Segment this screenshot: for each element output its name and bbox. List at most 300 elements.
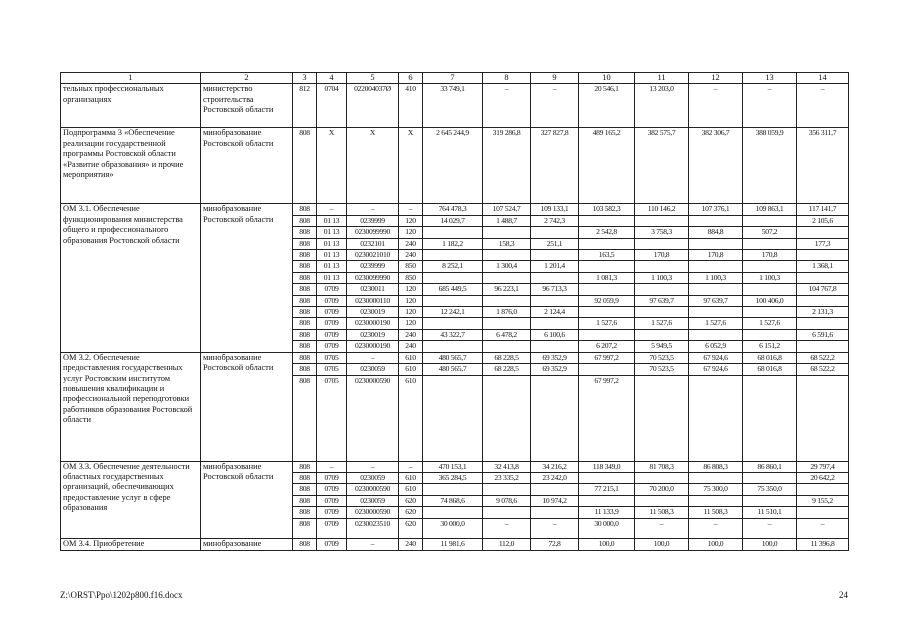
value-cell-c7 bbox=[423, 250, 483, 261]
value-cell-c3: 808 bbox=[293, 284, 317, 295]
value-cell-c5: 022004037Ø bbox=[347, 84, 399, 128]
value-cell-c10: 67 997,2 bbox=[579, 375, 635, 461]
value-cell-c3: 808 bbox=[293, 215, 317, 226]
column-number: 3 bbox=[293, 73, 317, 84]
value-cell-c12 bbox=[689, 261, 743, 272]
column-number: 7 bbox=[423, 73, 483, 84]
value-cell-c5: 0230021010 bbox=[347, 250, 399, 261]
value-cell-c5: 0230000590 bbox=[347, 375, 399, 461]
value-cell-c12 bbox=[689, 472, 743, 483]
value-cell-c7: 74 868,6 bbox=[423, 495, 483, 506]
value-cell-c14: 117 141,7 bbox=[797, 204, 849, 215]
value-cell-c12: 382 306,7 bbox=[689, 128, 743, 204]
value-cell-c11: 70 523,5 bbox=[635, 364, 689, 375]
value-cell-c13: 75 350,0 bbox=[743, 484, 797, 495]
value-cell-c12: 86 808,3 bbox=[689, 461, 743, 472]
value-cell-c10: 6 207,2 bbox=[579, 341, 635, 352]
value-cell-c11 bbox=[635, 215, 689, 226]
value-cell-c10: 30 000,0 bbox=[579, 518, 635, 539]
value-cell-c10: 1 527,6 bbox=[579, 318, 635, 329]
value-cell-c3: 808 bbox=[293, 461, 317, 472]
value-cell-c10 bbox=[579, 261, 635, 272]
value-cell-c3: 808 bbox=[293, 227, 317, 238]
value-cell-c7: 1 182,2 bbox=[423, 238, 483, 249]
value-cell-c8: 68 228,5 bbox=[483, 364, 531, 375]
value-cell-c6: 240 bbox=[399, 238, 423, 249]
value-cell-c14 bbox=[797, 250, 849, 261]
value-cell-c8 bbox=[483, 507, 531, 518]
value-cell-c6: 610 bbox=[399, 364, 423, 375]
column-number: 9 bbox=[531, 73, 579, 84]
value-cell-c6: 610 bbox=[399, 375, 423, 461]
value-cell-c4: 0709 bbox=[317, 307, 347, 318]
value-cell-c10 bbox=[579, 472, 635, 483]
value-cell-c13 bbox=[743, 215, 797, 226]
value-cell-c5: – bbox=[347, 539, 399, 550]
column-number: 13 bbox=[743, 73, 797, 84]
value-cell-c10: 1 081,3 bbox=[579, 272, 635, 283]
value-cell-c13 bbox=[743, 307, 797, 318]
value-cell-c5: – bbox=[347, 204, 399, 215]
value-cell-c5: 0230000590 bbox=[347, 484, 399, 495]
value-cell-c14: 2 105,6 bbox=[797, 215, 849, 226]
value-cell-c11 bbox=[635, 329, 689, 340]
value-cell-c8 bbox=[483, 375, 531, 461]
value-cell-c4: 01 13 bbox=[317, 261, 347, 272]
value-cell-c5: – bbox=[347, 352, 399, 363]
program-name-cell: ОМ 3.4. Приобретение bbox=[61, 539, 201, 550]
value-cell-c11 bbox=[635, 307, 689, 318]
value-cell-c8: 6 478,2 bbox=[483, 329, 531, 340]
value-cell-c5: – bbox=[347, 461, 399, 472]
value-cell-c4: 01 13 bbox=[317, 250, 347, 261]
value-cell-c8 bbox=[483, 227, 531, 238]
value-cell-c8: 32 413,8 bbox=[483, 461, 531, 472]
program-name-cell: Подпрограмма 3 «Обеспечение реализации государственной программы Ростовской области «Развитие образования» и прочие мероприятия» bbox=[61, 128, 201, 204]
value-cell-c5: 0230011 bbox=[347, 284, 399, 295]
value-cell-c12: 170,8 bbox=[689, 250, 743, 261]
value-cell-c14: 68 522,2 bbox=[797, 364, 849, 375]
value-cell-c8: 112,0 bbox=[483, 539, 531, 550]
value-cell-c9: 2 742,3 bbox=[531, 215, 579, 226]
value-cell-c13: 507,2 bbox=[743, 227, 797, 238]
value-cell-c4: 0709 bbox=[317, 329, 347, 340]
value-cell-c7: 43 322,7 bbox=[423, 329, 483, 340]
column-number: 8 bbox=[483, 73, 531, 84]
value-cell-c6: 240 bbox=[399, 250, 423, 261]
value-cell-c10 bbox=[579, 238, 635, 249]
value-cell-c11 bbox=[635, 284, 689, 295]
value-cell-c5: 0230019 bbox=[347, 307, 399, 318]
value-cell-c10: 67 997,2 bbox=[579, 352, 635, 363]
value-cell-c8: 68 228,5 bbox=[483, 352, 531, 363]
value-cell-c14: 20 642,2 bbox=[797, 472, 849, 483]
value-cell-c3: 808 bbox=[293, 307, 317, 318]
value-cell-c7: 8 252,1 bbox=[423, 261, 483, 272]
value-cell-c4: 01 13 bbox=[317, 227, 347, 238]
value-cell-c8 bbox=[483, 318, 531, 329]
value-cell-c8: – bbox=[483, 518, 531, 539]
value-cell-c14: 104 767,8 bbox=[797, 284, 849, 295]
value-cell-c13 bbox=[743, 238, 797, 249]
value-cell-c14: 2 131,3 bbox=[797, 307, 849, 318]
value-cell-c9 bbox=[531, 341, 579, 352]
value-cell-c10: 2 542,8 bbox=[579, 227, 635, 238]
value-cell-c3: 808 bbox=[293, 341, 317, 352]
value-cell-c7: 480 565,7 bbox=[423, 364, 483, 375]
value-cell-c13 bbox=[743, 375, 797, 461]
value-cell-c8 bbox=[483, 341, 531, 352]
value-cell-c13: 1 100,3 bbox=[743, 272, 797, 283]
executor-cell: минобразование Ростовской области bbox=[201, 461, 293, 539]
value-cell-c3: 808 bbox=[293, 128, 317, 204]
value-cell-c5: 0230023510 bbox=[347, 518, 399, 539]
table-row bbox=[61, 204, 849, 215]
value-cell-c6: 240 bbox=[399, 329, 423, 340]
table-row bbox=[61, 84, 849, 128]
table-row bbox=[61, 539, 849, 550]
value-cell-c11: 70 523,5 bbox=[635, 352, 689, 363]
value-cell-c10: 92 059,9 bbox=[579, 295, 635, 306]
value-cell-c10 bbox=[579, 284, 635, 295]
value-cell-c4: – bbox=[317, 461, 347, 472]
value-cell-c11: 97 639,7 bbox=[635, 295, 689, 306]
value-cell-c6: 120 bbox=[399, 215, 423, 226]
column-number: 1 bbox=[61, 73, 201, 84]
column-number: 11 bbox=[635, 73, 689, 84]
value-cell-c14 bbox=[797, 227, 849, 238]
value-cell-c9 bbox=[531, 295, 579, 306]
value-cell-c12: – bbox=[689, 84, 743, 128]
value-cell-c12 bbox=[689, 215, 743, 226]
value-cell-c5: 0230059 bbox=[347, 364, 399, 375]
value-cell-c9: 251,1 bbox=[531, 238, 579, 249]
value-cell-c14: – bbox=[797, 518, 849, 539]
value-cell-c14 bbox=[797, 341, 849, 352]
value-cell-c11 bbox=[635, 375, 689, 461]
program-name-cell: тельных профессиональных организациях bbox=[61, 84, 201, 128]
value-cell-c11: 170,8 bbox=[635, 250, 689, 261]
budget-table bbox=[60, 72, 849, 551]
value-cell-c11 bbox=[635, 261, 689, 272]
value-cell-c4: 0704 bbox=[317, 84, 347, 128]
value-cell-c14 bbox=[797, 484, 849, 495]
value-cell-c6: – bbox=[399, 204, 423, 215]
value-cell-c13 bbox=[743, 495, 797, 506]
value-cell-c12: 67 924,6 bbox=[689, 364, 743, 375]
value-cell-c12: 100,0 bbox=[689, 539, 743, 550]
value-cell-c3: 808 bbox=[293, 318, 317, 329]
value-cell-c4: 0709 bbox=[317, 341, 347, 352]
column-number: 10 bbox=[579, 73, 635, 84]
table-body bbox=[61, 73, 849, 551]
value-cell-c6: 610 bbox=[399, 484, 423, 495]
column-number: 14 bbox=[797, 73, 849, 84]
value-cell-c5: 0230059 bbox=[347, 472, 399, 483]
value-cell-c8: 23 335,2 bbox=[483, 472, 531, 483]
value-cell-c11: 81 708,3 bbox=[635, 461, 689, 472]
program-name-cell: ОМ 3.2. Обеспечение предоставления государственных услуг Ростовским институтом повышения квалификации и профессиональной переподготовки работников образования Ростовской области bbox=[61, 352, 201, 461]
value-cell-c8 bbox=[483, 295, 531, 306]
value-cell-c3: 808 bbox=[293, 329, 317, 340]
value-cell-c14: 11 396,8 bbox=[797, 539, 849, 550]
value-cell-c7: 764 478,3 bbox=[423, 204, 483, 215]
value-cell-c6: 120 bbox=[399, 227, 423, 238]
value-cell-c8 bbox=[483, 250, 531, 261]
value-cell-c8: 1 488,7 bbox=[483, 215, 531, 226]
value-cell-c4: Х bbox=[317, 128, 347, 204]
value-cell-c14 bbox=[797, 375, 849, 461]
program-name-cell: ОМ 3.1. Обеспечение функционирования министерства общего и профессионального образования Ростовской области bbox=[61, 204, 201, 352]
value-cell-c13: 100 406,0 bbox=[743, 295, 797, 306]
value-cell-c6: 240 bbox=[399, 539, 423, 550]
column-number: 4 bbox=[317, 73, 347, 84]
value-cell-c14: 6 591,6 bbox=[797, 329, 849, 340]
value-cell-c12 bbox=[689, 375, 743, 461]
value-cell-c11: 100,0 bbox=[635, 539, 689, 550]
value-cell-c5: Х bbox=[347, 128, 399, 204]
value-cell-c9: 6 100,6 bbox=[531, 329, 579, 340]
value-cell-c11: 1 527,6 bbox=[635, 318, 689, 329]
value-cell-c9: 109 133,1 bbox=[531, 204, 579, 215]
value-cell-c3: 808 bbox=[293, 507, 317, 518]
value-cell-c6: 620 bbox=[399, 495, 423, 506]
value-cell-c14 bbox=[797, 295, 849, 306]
value-cell-c9 bbox=[531, 272, 579, 283]
value-cell-c5: 0230000190 bbox=[347, 341, 399, 352]
value-cell-c13: – bbox=[743, 84, 797, 128]
value-cell-c8 bbox=[483, 484, 531, 495]
value-cell-c4: 0709 bbox=[317, 472, 347, 483]
value-cell-c11: 13 203,0 bbox=[635, 84, 689, 128]
value-cell-c7 bbox=[423, 375, 483, 461]
value-cell-c9: 23 242,0 bbox=[531, 472, 579, 483]
value-cell-c4: 01 13 bbox=[317, 272, 347, 283]
value-cell-c3: 808 bbox=[293, 352, 317, 363]
value-cell-c3: 808 bbox=[293, 484, 317, 495]
value-cell-c6: 620 bbox=[399, 518, 423, 539]
value-cell-c7 bbox=[423, 227, 483, 238]
value-cell-c11 bbox=[635, 472, 689, 483]
value-cell-c7: 685 449,5 bbox=[423, 284, 483, 295]
value-cell-c9 bbox=[531, 375, 579, 461]
value-cell-c7: 365 284,5 bbox=[423, 472, 483, 483]
value-cell-c4: 01 13 bbox=[317, 215, 347, 226]
value-cell-c11: 5 949,5 bbox=[635, 341, 689, 352]
value-cell-c7: 470 153,1 bbox=[423, 461, 483, 472]
value-cell-c6: 620 bbox=[399, 507, 423, 518]
value-cell-c8: 96 223,1 bbox=[483, 284, 531, 295]
value-cell-c5: 0232101 bbox=[347, 238, 399, 249]
column-number: 2 bbox=[201, 73, 293, 84]
value-cell-c9: – bbox=[531, 518, 579, 539]
value-cell-c11: 110 146,2 bbox=[635, 204, 689, 215]
value-cell-c12 bbox=[689, 495, 743, 506]
value-cell-c9: 2 124,4 bbox=[531, 307, 579, 318]
value-cell-c14: 29 797,4 bbox=[797, 461, 849, 472]
value-cell-c7 bbox=[423, 272, 483, 283]
value-cell-c7: 30 000,0 bbox=[423, 518, 483, 539]
value-cell-c5: 0230059 bbox=[347, 495, 399, 506]
value-cell-c12: – bbox=[689, 518, 743, 539]
value-cell-c9 bbox=[531, 227, 579, 238]
value-cell-c13 bbox=[743, 329, 797, 340]
program-name-cell: ОМ 3.3. Обеспечение деятельности областных государственных организаций, обеспечивающих предоставление услуг в сфере образования bbox=[61, 461, 201, 539]
value-cell-c10: 20 546,1 bbox=[579, 84, 635, 128]
value-cell-c5: 0230099990 bbox=[347, 272, 399, 283]
value-cell-c6: 410 bbox=[399, 84, 423, 128]
value-cell-c3: 808 bbox=[293, 204, 317, 215]
value-cell-c7: 11 981,6 bbox=[423, 539, 483, 550]
value-cell-c14: 177,3 bbox=[797, 238, 849, 249]
value-cell-c10: 100,0 bbox=[579, 539, 635, 550]
value-cell-c5: 0230000110 bbox=[347, 295, 399, 306]
value-cell-c9: – bbox=[531, 84, 579, 128]
value-cell-c7: 14 029,7 bbox=[423, 215, 483, 226]
executor-cell: минобразование bbox=[201, 539, 293, 550]
value-cell-c4: – bbox=[317, 204, 347, 215]
value-cell-c5: 0230099990 bbox=[347, 227, 399, 238]
value-cell-c10: 163,5 bbox=[579, 250, 635, 261]
value-cell-c12 bbox=[689, 307, 743, 318]
value-cell-c9: 1 201,4 bbox=[531, 261, 579, 272]
value-cell-c7 bbox=[423, 295, 483, 306]
value-cell-c3: 808 bbox=[293, 272, 317, 283]
column-number: 6 bbox=[399, 73, 423, 84]
value-cell-c9: 34 216,2 bbox=[531, 461, 579, 472]
value-cell-c14: 9 155,2 bbox=[797, 495, 849, 506]
value-cell-c3: 808 bbox=[293, 261, 317, 272]
value-cell-c14: 356 311,7 bbox=[797, 128, 849, 204]
value-cell-c9 bbox=[531, 250, 579, 261]
value-cell-c12: 6 052,9 bbox=[689, 341, 743, 352]
value-cell-c11: 1 100,3 bbox=[635, 272, 689, 283]
value-cell-c9: 69 352,9 bbox=[531, 352, 579, 363]
column-number: 12 bbox=[689, 73, 743, 84]
value-cell-c7 bbox=[423, 507, 483, 518]
value-cell-c3: 808 bbox=[293, 364, 317, 375]
value-cell-c4: 0709 bbox=[317, 318, 347, 329]
value-cell-c10: 489 165,2 bbox=[579, 128, 635, 204]
value-cell-c10: 77 215,1 bbox=[579, 484, 635, 495]
value-cell-c4: 0705 bbox=[317, 352, 347, 363]
value-cell-c7 bbox=[423, 484, 483, 495]
value-cell-c8: 158,3 bbox=[483, 238, 531, 249]
value-cell-c6: 610 bbox=[399, 472, 423, 483]
value-cell-c9: 96 713,3 bbox=[531, 284, 579, 295]
value-cell-c12: 11 508,3 bbox=[689, 507, 743, 518]
value-cell-c11: 3 758,3 bbox=[635, 227, 689, 238]
value-cell-c13: 6 151,2 bbox=[743, 341, 797, 352]
value-cell-c5: 0230000190 bbox=[347, 318, 399, 329]
value-cell-c6: 120 bbox=[399, 307, 423, 318]
value-cell-c11 bbox=[635, 495, 689, 506]
value-cell-c4: 0705 bbox=[317, 364, 347, 375]
value-cell-c6: 120 bbox=[399, 284, 423, 295]
value-cell-c7: 480 565,7 bbox=[423, 352, 483, 363]
value-cell-c4: 0709 bbox=[317, 484, 347, 495]
value-cell-c12 bbox=[689, 238, 743, 249]
value-cell-c14: 1 368,1 bbox=[797, 261, 849, 272]
value-cell-c3: 808 bbox=[293, 375, 317, 461]
value-cell-c3: 808 bbox=[293, 539, 317, 550]
value-cell-c10 bbox=[579, 307, 635, 318]
value-cell-c6: 850 bbox=[399, 261, 423, 272]
page-number: 24 bbox=[839, 590, 848, 600]
value-cell-c6: – bbox=[399, 461, 423, 472]
value-cell-c4: 0709 bbox=[317, 495, 347, 506]
value-cell-c4: 0709 bbox=[317, 284, 347, 295]
value-cell-c12: 107 376,1 bbox=[689, 204, 743, 215]
value-cell-c6: 120 bbox=[399, 318, 423, 329]
value-cell-c11: 11 508,3 bbox=[635, 507, 689, 518]
value-cell-c7: 33 749,1 bbox=[423, 84, 483, 128]
value-cell-c11: 70 200,0 bbox=[635, 484, 689, 495]
table-row bbox=[61, 461, 849, 472]
value-cell-c5: 0230019 bbox=[347, 329, 399, 340]
value-cell-c13: 170,8 bbox=[743, 250, 797, 261]
value-cell-c12: 884,8 bbox=[689, 227, 743, 238]
value-cell-c14 bbox=[797, 507, 849, 518]
value-cell-c5: 0230000590 bbox=[347, 507, 399, 518]
value-cell-c14 bbox=[797, 318, 849, 329]
value-cell-c9 bbox=[531, 484, 579, 495]
value-cell-c10 bbox=[579, 364, 635, 375]
value-cell-c11: 382 575,7 bbox=[635, 128, 689, 204]
value-cell-c9: 327 827,8 bbox=[531, 128, 579, 204]
value-cell-c13: 86 860,1 bbox=[743, 461, 797, 472]
value-cell-c8: 319 286,8 bbox=[483, 128, 531, 204]
value-cell-c14 bbox=[797, 272, 849, 283]
value-cell-c13: 388 059,9 bbox=[743, 128, 797, 204]
value-cell-c10 bbox=[579, 329, 635, 340]
value-cell-c3: 808 bbox=[293, 250, 317, 261]
value-cell-c13 bbox=[743, 261, 797, 272]
executor-cell: минобразование Ростовской области bbox=[201, 128, 293, 204]
value-cell-c7: 12 242,1 bbox=[423, 307, 483, 318]
executor-cell: министерство строительства Ростовской области bbox=[201, 84, 293, 128]
value-cell-c12 bbox=[689, 284, 743, 295]
value-cell-c7: 2 645 244,9 bbox=[423, 128, 483, 204]
value-cell-c14: 68 522,2 bbox=[797, 352, 849, 363]
value-cell-c13: 11 510,1 bbox=[743, 507, 797, 518]
value-cell-c13: 109 863,1 bbox=[743, 204, 797, 215]
value-cell-c12: 1 100,3 bbox=[689, 272, 743, 283]
value-cell-c12 bbox=[689, 329, 743, 340]
value-cell-c9: 10 974,2 bbox=[531, 495, 579, 506]
value-cell-c8: 1 876,0 bbox=[483, 307, 531, 318]
value-cell-c4: 0709 bbox=[317, 518, 347, 539]
value-cell-c5: 0239999 bbox=[347, 261, 399, 272]
executor-cell: минобразование Ростовской области bbox=[201, 204, 293, 352]
value-cell-c13: 68 016,8 bbox=[743, 364, 797, 375]
value-cell-c8: – bbox=[483, 84, 531, 128]
value-cell-c10 bbox=[579, 495, 635, 506]
value-cell-c6: 610 bbox=[399, 352, 423, 363]
value-cell-c12: 97 639,7 bbox=[689, 295, 743, 306]
value-cell-c9: 69 352,9 bbox=[531, 364, 579, 375]
column-number: 5 bbox=[347, 73, 399, 84]
document-path: Z:\ORST\Ppo\1202p800.f16.docx bbox=[60, 590, 183, 600]
value-cell-c6: 120 bbox=[399, 295, 423, 306]
value-cell-c8: 1 300,4 bbox=[483, 261, 531, 272]
value-cell-c10: 118 349,0 bbox=[579, 461, 635, 472]
value-cell-c12: 75 300,0 bbox=[689, 484, 743, 495]
value-cell-c3: 812 bbox=[293, 84, 317, 128]
value-cell-c7 bbox=[423, 341, 483, 352]
table-row bbox=[61, 352, 849, 363]
value-cell-c4: 0709 bbox=[317, 507, 347, 518]
